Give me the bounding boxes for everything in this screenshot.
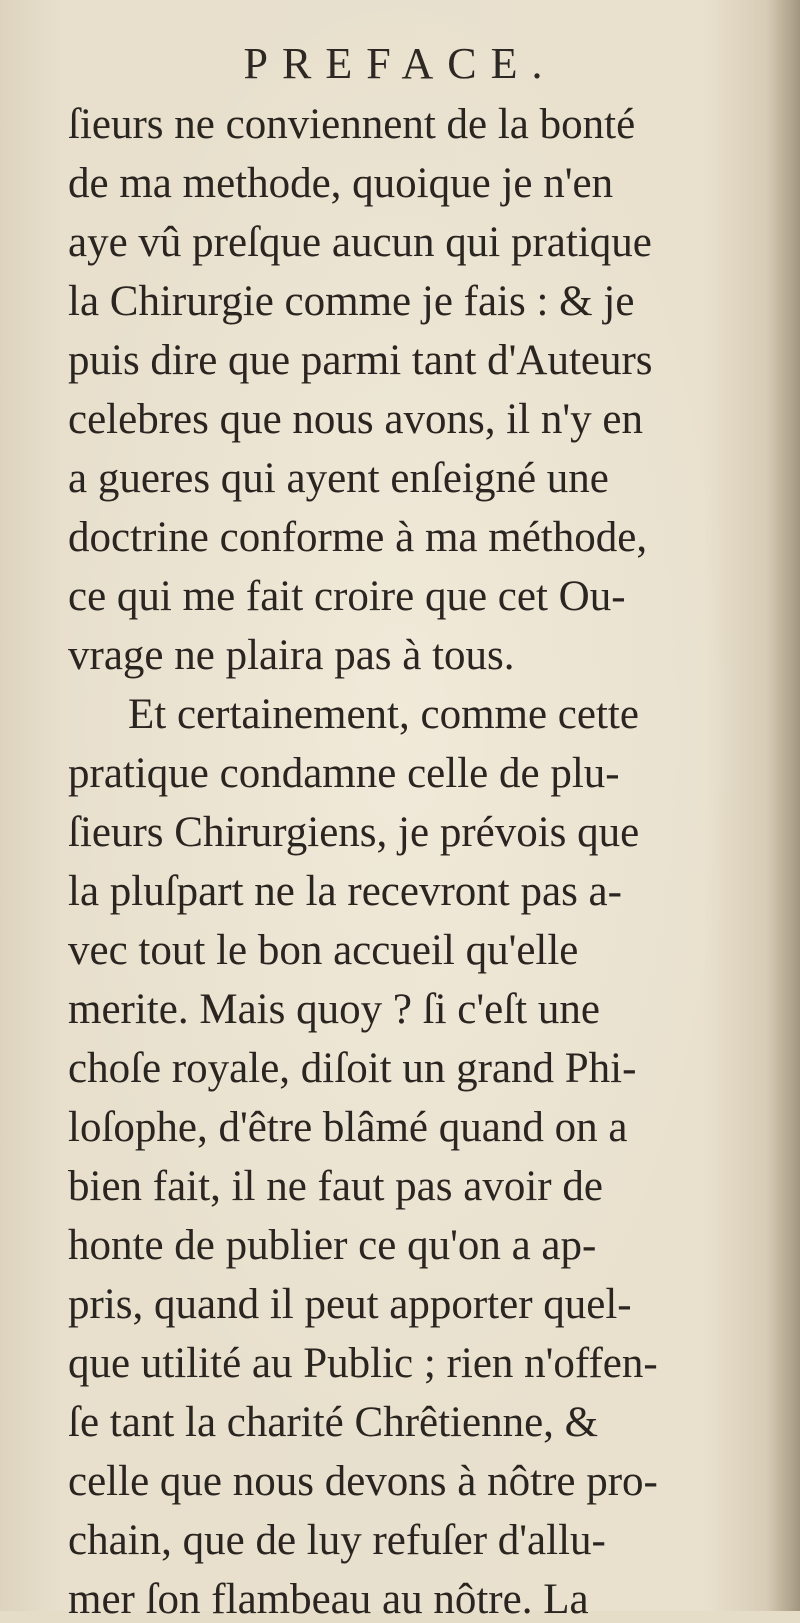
text-line: pratique condamne celle de plu-	[68, 750, 620, 797]
text-line: ſieurs Chirurgiens, je prévois que	[68, 809, 640, 856]
text-line: vrage ne plaira pas à tous.	[68, 632, 515, 679]
text-line: pris, quand il peut apporter quel-	[68, 1281, 632, 1328]
text-line: que utilité au Public ; rien n'offen-	[68, 1340, 658, 1387]
text-line: ſe tant la charité Chrêtienne, &	[68, 1399, 599, 1446]
text-line: honte de publier ce qu'on a ap-	[68, 1222, 597, 1269]
text-line: choſe royale, diſoit un grand Phi-	[68, 1045, 637, 1092]
text-line: puis dire que parmi tant d'Auteurs	[68, 337, 653, 384]
text-line: celebres que nous avons, il n'y en	[68, 396, 643, 443]
page-edge-shadow	[766, 0, 800, 1611]
running-header: PREFACE.	[243, 39, 557, 88]
text-line: doctrine conforme à ma méthode,	[68, 514, 648, 561]
text-line: loſophe, d'être blâmé quand on a	[68, 1104, 628, 1151]
text-line: la Chirurgie comme je fais : & je	[68, 278, 635, 325]
paragraph-start-line: Et certainement, comme cette	[128, 691, 639, 738]
text-line: la pluſpart ne la recevront pas a-	[68, 868, 622, 915]
text-line: a gueres qui ayent enſeigné une	[68, 455, 609, 502]
text-line: de ma methode, quoique je n'en	[68, 160, 614, 207]
text-line: mer ſon flambeau au nôtre. La	[68, 1576, 589, 1623]
text-line: vec tout le bon accueil qu'elle	[68, 927, 579, 974]
text-line: merite. Mais quoy ? ſi c'eſt une	[68, 986, 600, 1033]
text-line: aye vû preſque aucun qui pratique	[68, 219, 652, 266]
text-line: ſieurs ne conviennent de la bonté	[68, 101, 636, 148]
text-line: celle que nous devons à nôtre pro-	[68, 1458, 658, 1505]
text-line: bien fait, il ne faut pas avoir de	[68, 1163, 603, 1210]
text-line: chain, que de luy refuſer d'allu-	[68, 1517, 606, 1564]
text-line: ce qui me fait croire que cet Ou-	[68, 573, 626, 620]
